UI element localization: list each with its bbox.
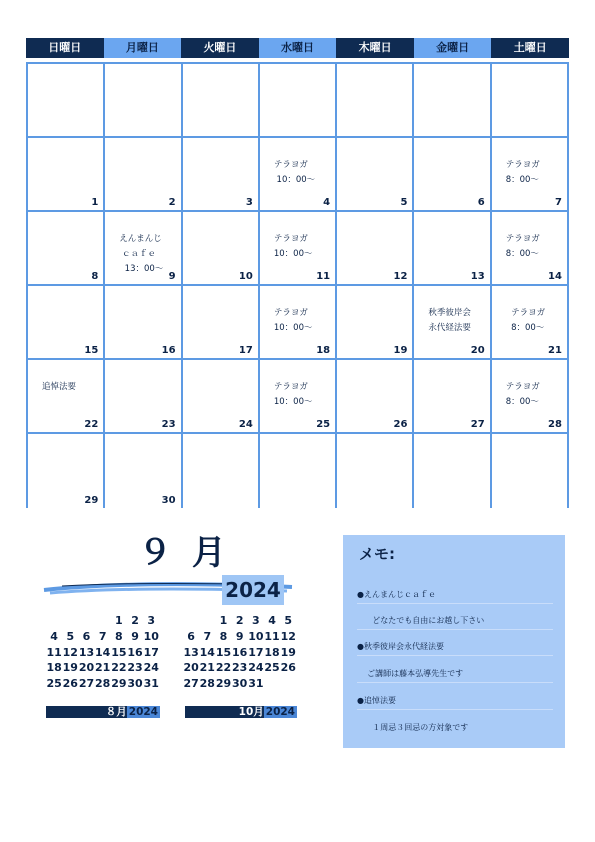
mini-label-august	[46, 706, 160, 718]
memo-line: ●えんまんじｃａｆｅ	[357, 590, 436, 599]
weekday-fri: 金曜日	[414, 38, 492, 58]
calendar-day-cell[interactable]	[28, 212, 105, 286]
mini-day: 22	[111, 661, 127, 675]
weekday-wed: 水曜日	[259, 38, 337, 58]
mini-day: 27	[183, 677, 199, 691]
mini-day: 29	[111, 677, 127, 691]
mini-day: 3	[147, 614, 156, 627]
mini-day: 16	[127, 645, 143, 659]
mini-day: 8	[219, 629, 228, 643]
day-number: 22	[84, 419, 99, 430]
calendar-day-cell[interactable]	[260, 360, 337, 434]
weekday-tue: 火曜日	[181, 38, 259, 58]
mini-day: 2	[131, 614, 139, 627]
calendar-day-cell[interactable]	[105, 286, 182, 360]
mini-day: 1	[219, 614, 228, 627]
calendar-day-cell[interactable]	[492, 286, 569, 360]
mini-day: 31	[248, 677, 264, 691]
mini-day: 14	[199, 645, 215, 659]
mini-day: 15	[215, 645, 232, 659]
day-number: 8	[91, 271, 99, 282]
day-number: 24	[238, 419, 253, 430]
calendar-day-cell[interactable]	[183, 64, 260, 138]
mini-day: 21	[199, 661, 215, 675]
mini-day	[264, 676, 280, 692]
mini-day: 25	[46, 677, 62, 691]
mini-day: 14	[95, 645, 111, 659]
day-event: 追悼法要	[42, 382, 77, 392]
mini-week-row	[46, 613, 159, 629]
calendar-grid	[26, 62, 569, 508]
memo-panel	[343, 535, 565, 748]
day-number: 13	[470, 271, 485, 282]
day-event: テラヨガ 10：00～	[273, 234, 313, 259]
mini-day: 10	[248, 629, 264, 643]
day-number: 16	[161, 345, 176, 356]
year-label: 2024	[222, 575, 284, 605]
day-number: 5	[400, 197, 408, 208]
calendar-day-cell[interactable]	[105, 64, 182, 138]
mini-day: 24	[248, 661, 264, 675]
calendar-day-cell[interactable]	[492, 64, 569, 138]
mini-day: 5	[66, 629, 75, 643]
mini-day: 23	[232, 661, 248, 675]
mini-day	[62, 613, 78, 629]
mini-day	[199, 613, 215, 629]
calendar-day-cell[interactable]	[492, 138, 569, 212]
calendar-day-cell[interactable]	[337, 360, 414, 434]
mini-label-month: 10月	[238, 706, 264, 718]
mini-label-month: ８月	[105, 706, 127, 718]
mini-label-october	[185, 706, 297, 718]
weekday-mon: 月曜日	[104, 38, 182, 58]
month-title: ９ 月	[138, 533, 230, 573]
calendar-day-cell[interactable]	[260, 138, 337, 212]
day-event: えんまんじ ｃａｆｅ 13：00～	[119, 234, 164, 274]
mini-day: 3	[252, 614, 260, 627]
calendar-week-row	[28, 434, 569, 508]
day-event: テラヨガ 8：00～	[505, 160, 540, 185]
month-calendar	[26, 38, 569, 508]
memo-line: どなたでも自由にお越し下さい	[357, 616, 485, 625]
calendar-day-cell[interactable]	[260, 434, 337, 508]
memo-rule	[357, 682, 553, 683]
day-event: テラヨガ 8：00～	[505, 382, 540, 407]
mini-calendar-august	[46, 613, 159, 692]
mini-day: 6	[82, 629, 91, 643]
mini-day: 17	[143, 645, 159, 659]
mini-day: 1	[115, 614, 123, 627]
memo-line: ●追悼法要	[357, 696, 396, 705]
calendar-day-cell[interactable]	[28, 434, 105, 508]
mini-day	[46, 613, 62, 629]
calendar-day-cell[interactable]	[414, 212, 491, 286]
day-number: 29	[84, 495, 99, 506]
calendar-day-cell[interactable]	[337, 286, 414, 360]
day-number: 9	[168, 271, 176, 282]
mini-day: 16	[232, 645, 248, 659]
memo-rule	[357, 709, 553, 710]
calendar-day-cell[interactable]	[28, 64, 105, 138]
mini-day: 9	[131, 629, 139, 643]
day-number: 12	[393, 271, 408, 282]
mini-day: 29	[215, 677, 232, 691]
mini-day: 17	[248, 645, 264, 659]
day-event: テラヨガ 10：00～	[273, 308, 313, 333]
calendar-day-cell[interactable]	[105, 434, 182, 508]
mini-day: 27	[78, 677, 95, 691]
mini-week-row	[46, 660, 159, 676]
calendar-week-row	[28, 64, 569, 138]
memo-rule	[357, 603, 553, 604]
mini-day: 10	[143, 629, 159, 643]
day-number: 23	[161, 419, 176, 430]
calendar-day-cell[interactable]	[414, 64, 491, 138]
calendar-day-cell[interactable]	[414, 434, 491, 508]
mini-week-row	[183, 613, 296, 629]
day-number: 2	[168, 197, 176, 208]
day-number: 30	[161, 495, 176, 506]
mini-week-row	[183, 629, 296, 645]
day-number: 26	[393, 419, 408, 430]
day-number: 14	[548, 271, 562, 282]
memo-line: ●秋季彼岸会永代経法要	[357, 642, 444, 651]
weekday-sun: 日曜日	[26, 38, 104, 58]
mini-day: 12	[280, 629, 296, 643]
day-number: 17	[238, 345, 253, 356]
mini-day: 23	[127, 661, 143, 675]
memo-line: ご講師は藤本弘導先生です	[357, 669, 464, 678]
memo-line: １周忌３回忌の方対象です	[357, 723, 469, 732]
mini-day	[183, 613, 199, 629]
calendar-day-cell[interactable]	[337, 434, 414, 508]
mini-week-row	[46, 629, 159, 645]
mini-day: 7	[98, 629, 107, 643]
mini-day: 20	[78, 661, 95, 675]
mini-day: 4	[50, 629, 58, 643]
mini-day: 19	[280, 645, 296, 659]
day-event: テラヨガ 8：00～	[505, 234, 540, 259]
memo-rule	[357, 655, 553, 656]
calendar-day-cell[interactable]	[183, 360, 260, 434]
day-number: 21	[548, 345, 562, 356]
day-number: 11	[316, 271, 331, 282]
mini-day: 21	[95, 661, 111, 675]
mini-day: 18	[264, 645, 280, 659]
day-event: テラヨガ 10：00～	[273, 160, 316, 185]
calendar-day-cell[interactable]	[183, 286, 260, 360]
day-number: 6	[477, 197, 485, 208]
mini-label-year: 2024	[128, 706, 158, 718]
mini-day: 6	[187, 629, 195, 643]
calendar-week-row	[28, 138, 569, 212]
mini-week-row	[183, 660, 296, 676]
day-event: 秋季彼岸会 永代経法要	[428, 308, 471, 333]
day-number: 1	[91, 197, 99, 208]
calendar-day-cell[interactable]	[260, 286, 337, 360]
mini-day: 12	[62, 645, 78, 659]
calendar-day-cell[interactable]	[414, 360, 491, 434]
mini-day: 5	[284, 614, 293, 627]
memo-rule	[357, 629, 553, 630]
calendar-week-row	[28, 212, 569, 286]
mini-day: 2	[235, 614, 244, 627]
weekday-thu: 木曜日	[336, 38, 414, 58]
mini-label-year: 2024	[265, 706, 295, 718]
day-number: 3	[245, 197, 253, 208]
mini-day: 30	[232, 677, 248, 691]
mini-day	[78, 613, 94, 629]
calendar-day-cell[interactable]	[260, 64, 337, 138]
mini-day: 22	[215, 661, 232, 675]
day-number: 18	[316, 345, 331, 356]
day-event: テラヨガ 8：00～	[511, 308, 546, 333]
mini-day: 28	[95, 677, 111, 691]
mini-day: 7	[203, 629, 212, 643]
day-number: 10	[238, 271, 253, 282]
calendar-day-cell[interactable]	[105, 212, 182, 286]
calendar-day-cell[interactable]	[105, 138, 182, 212]
memo-title: メモ:	[359, 545, 395, 563]
mini-day: 20	[183, 661, 199, 675]
mini-day: 8	[115, 629, 123, 643]
mini-day: 15	[111, 645, 127, 659]
day-number: 19	[393, 345, 408, 356]
calendar-day-cell[interactable]	[105, 360, 182, 434]
mini-day: 25	[264, 661, 280, 675]
calendar-day-cell[interactable]	[492, 434, 569, 508]
mini-day: 26	[62, 677, 78, 691]
mini-day: 19	[62, 661, 78, 675]
calendar-day-cell[interactable]	[183, 434, 260, 508]
mini-day: 13	[183, 645, 199, 659]
mini-day: 26	[280, 661, 296, 675]
calendar-day-cell[interactable]	[414, 138, 491, 212]
day-number: 28	[548, 419, 562, 430]
calendar-day-cell[interactable]	[337, 212, 414, 286]
calendar-day-cell[interactable]	[260, 212, 337, 286]
mini-day: 11	[264, 629, 280, 643]
mini-day: 28	[199, 677, 215, 691]
day-number: 25	[316, 419, 331, 430]
day-number: 7	[555, 197, 562, 208]
mini-day: 9	[235, 629, 244, 643]
calendar-day-cell[interactable]	[337, 64, 414, 138]
calendar-day-cell[interactable]	[492, 360, 569, 434]
mini-day: 4	[268, 614, 276, 627]
mini-day	[95, 613, 111, 629]
mini-day: 24	[143, 661, 159, 675]
calendar-week-row	[28, 360, 569, 434]
mini-day: 31	[143, 677, 159, 691]
day-number: 20	[470, 345, 485, 356]
weekday-sat: 土曜日	[491, 38, 569, 58]
mini-day: 30	[127, 677, 143, 691]
mini-week-row	[46, 676, 159, 692]
mini-week-row	[183, 676, 296, 692]
calendar-day-cell[interactable]	[337, 138, 414, 212]
weekday-header	[26, 38, 569, 62]
mini-day	[280, 676, 296, 692]
day-number: 15	[84, 345, 99, 356]
calendar-week-row	[28, 286, 569, 360]
calendar-day-cell[interactable]	[492, 212, 569, 286]
mini-day: 11	[46, 645, 62, 659]
mini-calendar-october	[183, 613, 296, 692]
mini-week-row	[183, 645, 296, 661]
calendar-day-cell[interactable]	[183, 212, 260, 286]
day-number: 27	[470, 419, 485, 430]
day-event: テラヨガ 10：00～	[273, 382, 313, 407]
calendar-day-cell[interactable]	[183, 138, 260, 212]
calendar-day-cell[interactable]	[28, 360, 105, 434]
mini-day: 13	[78, 645, 95, 659]
calendar-day-cell[interactable]	[28, 138, 105, 212]
calendar-day-cell[interactable]	[28, 286, 105, 360]
calendar-day-cell[interactable]	[414, 286, 491, 360]
day-number: 4	[323, 197, 331, 208]
mini-week-row	[46, 645, 159, 661]
mini-day: 18	[46, 661, 62, 675]
